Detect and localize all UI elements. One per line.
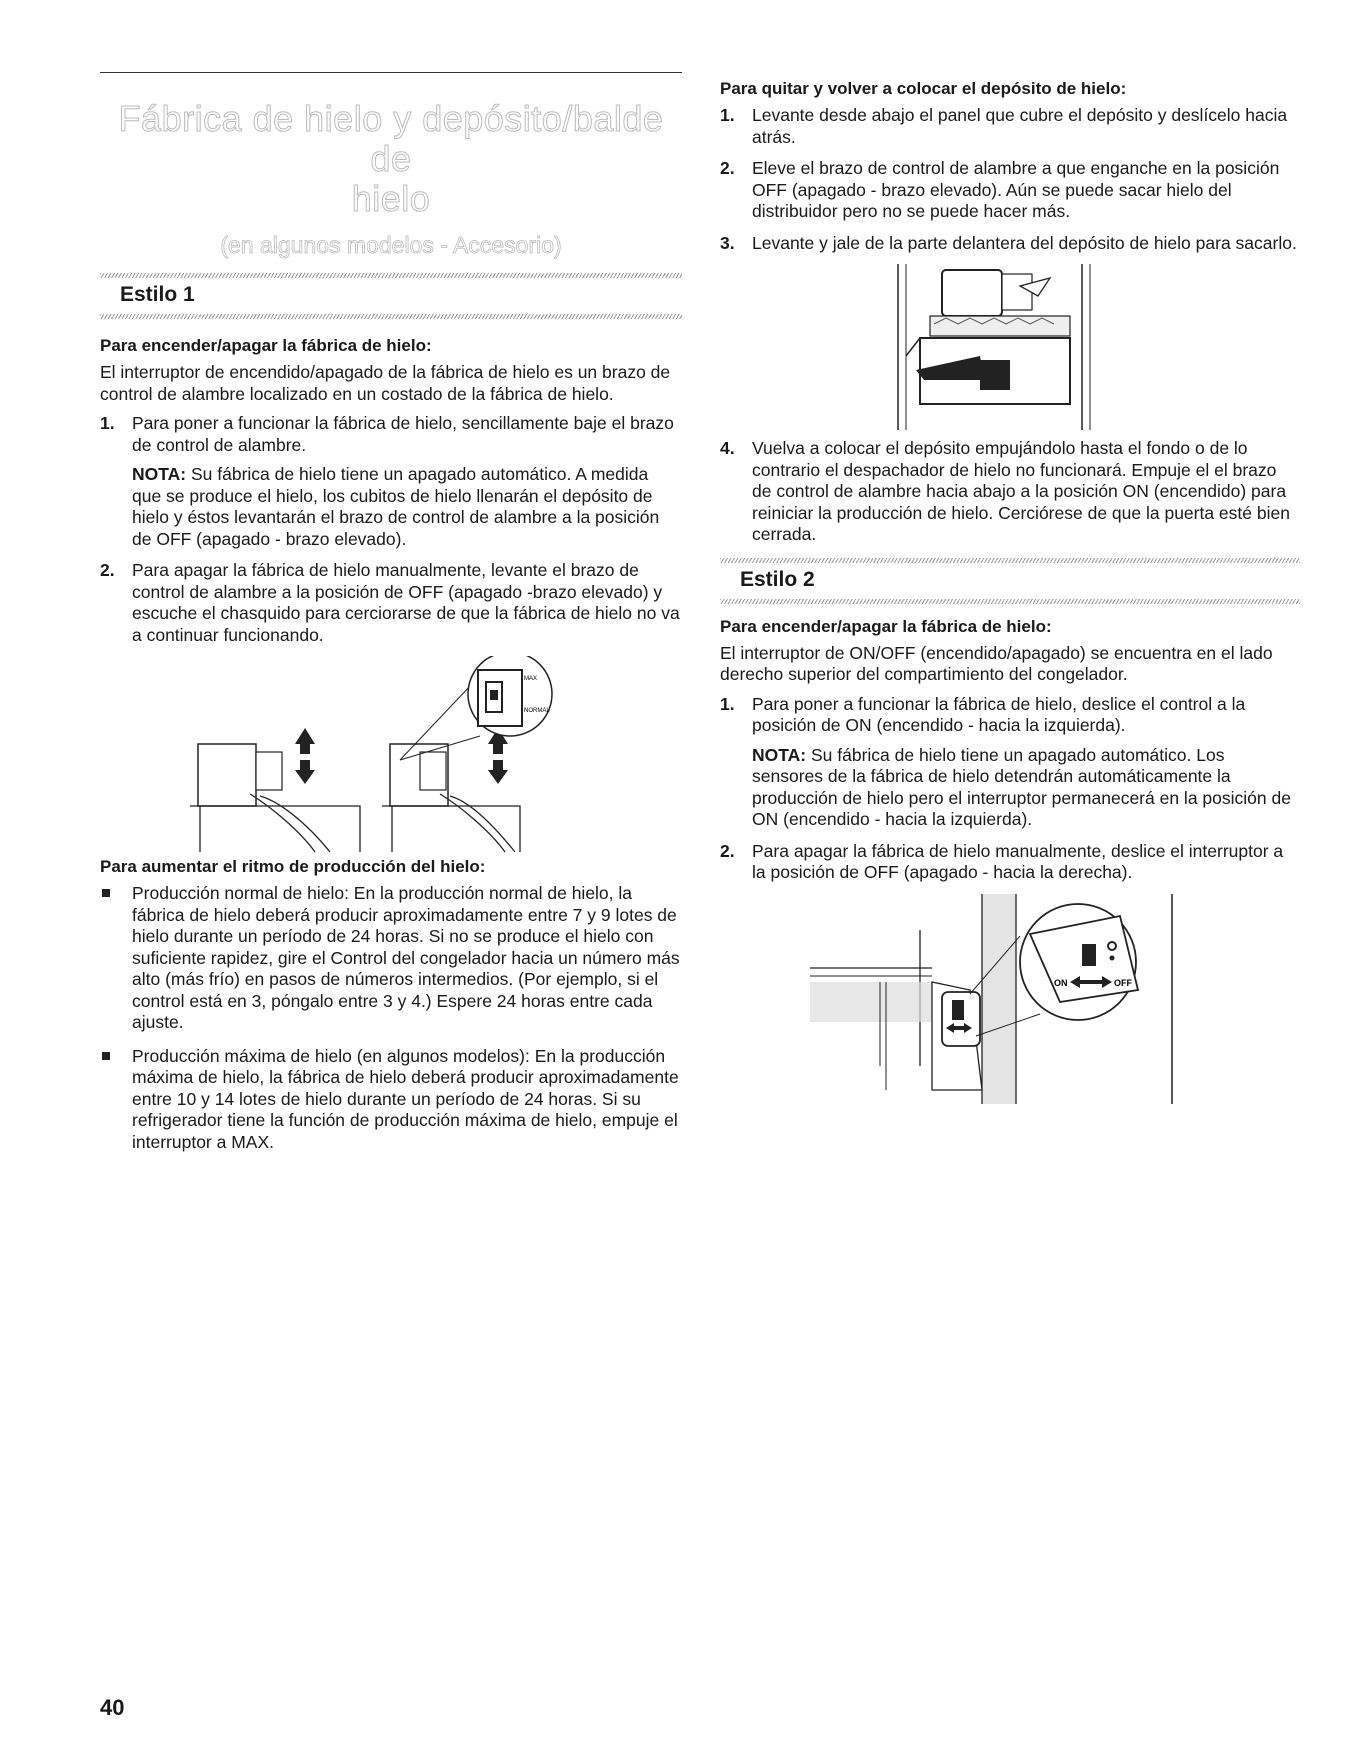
title-line-1: Fábrica de hielo y depósito/balde de <box>118 98 664 179</box>
list-item: 1. Para poner a funcionar la fábrica de hielo, sencillamente baje el brazo de control de alambre. NOTA: Su fábrica de hielo tiene un apagado automático. A medida que se produce el hielo, los cubitos de hielo llenarán el depósito de hielo y éstos levantarán el brazo de control de alambre a la posición de OFF (apagado - brazo elevado). <box>100 413 682 550</box>
remove-steps-cont <box>720 438 1300 546</box>
list-item: 2. Para apagar la fábrica de hielo manualmente, deslice el interruptor a la posición de OFF (apagado - hacia la derecha). <box>720 840 1284 882</box>
max-label: MAX <box>524 676 538 682</box>
list-item: 4. Vuelva a colocar el depósito empujándolo hasta el fondo o de lo contrario el despachador de hielo no funcionará. Empuje el el brazo de control de alambre hacia abajo a la posición ON (encendido) para reiniciar la producción de hielo. Cerciórese de que la puerta esté bien cerrada. <box>720 438 1290 544</box>
style1-intro: El interruptor de encendido/apagado de la fábrica de hielo es un brazo de control de alambre localizado en un costado de la fábrica de hielo. <box>100 362 671 404</box>
list-item: 1. Levante desde abajo el panel que cubre el depósito y deslícelo hacia atrás. <box>720 105 1288 147</box>
top-rule <box>100 72 682 73</box>
rate-bullets <box>100 883 682 1153</box>
style1-label: Estilo 1 <box>120 283 195 306</box>
style2-intro: El interruptor de ON/OFF (encendido/apagado) se encuentra en el lado derecho superior del compartimiento del congelador. <box>720 642 1273 684</box>
style2-steps <box>720 694 1300 884</box>
page-title <box>100 99 682 219</box>
rate-heading: Para aumentar el ritmo de producción del hielo: <box>100 857 486 876</box>
style1-heading: Para encender/apagar la fábrica de hielo: <box>100 336 432 355</box>
bullet-icon <box>102 889 110 897</box>
list-item: 1. Para poner a funcionar la fábrica de hielo, deslice el control a la posición de ON (encendido - hacia la izquierda). NOTA: Su fábrica de hielo tiene un apagado automático. Los sensores de la fábrica de hielo detendrán automáticamente la producción de hielo pero el interruptor permanecerá en la posición de ON (encendido - hacia la izquierda). <box>720 694 1300 831</box>
list-item: Producción máxima de hielo (en algunos modelos): En la producción máxima de hielo, la fábrica de hielo deberá producir aproximadamente entre 10 y 14 lotes de hielo durante un período de 24 horas. Si su refrigerador tiene la función de producción máxima de hielo, empuje el interruptor a MAX. <box>100 1046 682 1154</box>
bullet-icon <box>102 1052 110 1060</box>
left-column <box>100 72 682 1163</box>
style1-steps <box>100 413 682 646</box>
on-label: ON <box>1054 977 1068 988</box>
list-item: 2. Eleve el brazo de control de alambre a que enganche en la posición OFF (apagado - brazo elevado). Aún se puede sacar hielo del distribuidor pero no se puede hacer más. <box>720 158 1280 221</box>
title-line-2: hielo <box>351 178 431 219</box>
list-item: Producción normal de hielo: En la producción normal de hielo, la fábrica de hielo deberá producir aproximadamente entre 7 y 9 lotes de hielo durante un período de 24 horas. Si no se produce el hielo con suficiente rapidez, gire el Control del congelador hacia un número más alto (más frío) en pasos de números intermedios. (Por ejemplo, si el control está en 3, póngalo entre 3 y 4.) Espere 24 horas entre cada ajuste. <box>100 883 682 1034</box>
on-off-switch-illustration <box>720 894 1300 1104</box>
section-divider <box>720 599 1300 604</box>
note: NOTA: Su fábrica de hielo tiene un apagado automático. A medida que se produce el hielo, los cubitos de hielo llenarán el depósito de hielo y éstos levantarán el brazo de control de alambre a la posición de OFF (apagado - brazo elevado). <box>132 464 660 549</box>
ice-maker-arm-illustration <box>100 656 682 856</box>
remove-heading: Para quitar y volver a colocar el depósito de hielo: <box>720 79 1127 98</box>
page-number: 40 <box>100 1695 125 1720</box>
ice-bin-removal-illustration <box>720 264 1300 430</box>
off-label: OFF <box>1114 977 1132 988</box>
normal-label: NORMAL <box>524 708 550 714</box>
right-column <box>720 78 1300 1104</box>
section-divider <box>100 314 682 319</box>
style2-label: Estilo 2 <box>740 567 815 591</box>
page-subtitle: (en algunos modelos - Accesorio) <box>220 232 562 258</box>
list-item: 3. Levante y jale de la parte delantera del depósito de hielo para sacarlo. <box>720 232 1297 253</box>
note: NOTA: Su fábrica de hielo tiene un apagado automático. Los sensores de la fábrica de hielo detendrán automáticamente la producción de hielo pero el interruptor permanecerá en la posición de ON (encendido - hacia la izquierda). <box>752 744 1291 829</box>
remove-steps <box>720 105 1300 254</box>
list-item: 2. Para apagar la fábrica de hielo manualmente, levante el brazo de control de alambre a la posición de OFF (apagado -brazo elevado) y escuche el chasquido para cerciorarse de que la fábrica de hielo no va a continuar funcionando. <box>100 560 680 645</box>
style2-heading: Para encender/apagar la fábrica de hielo: <box>720 616 1052 636</box>
